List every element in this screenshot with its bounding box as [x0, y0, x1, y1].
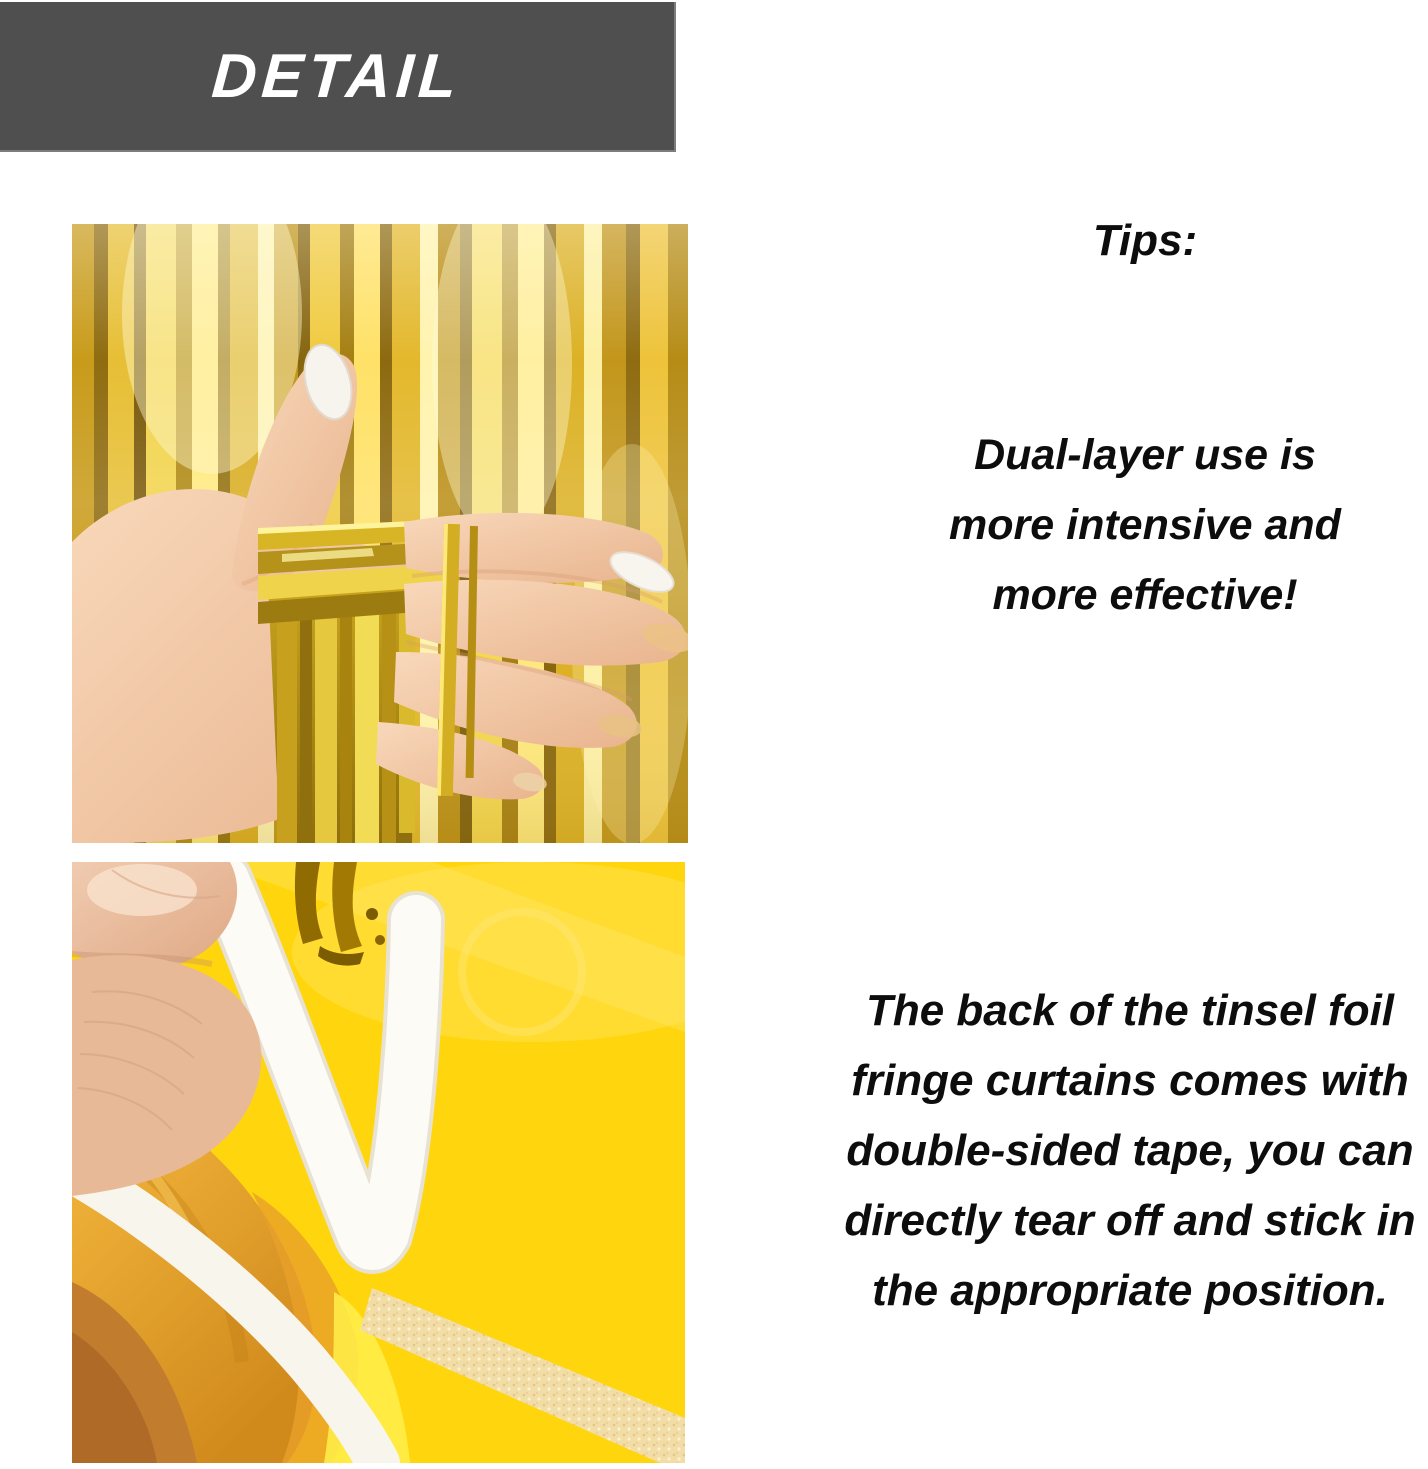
tips-heading: Tips:: [1092, 216, 1198, 265]
tips-text-block: [860, 420, 1428, 630]
description-line: fringe curtains comes with: [851, 1056, 1409, 1105]
description-line: directly tear off and stick in: [844, 1196, 1416, 1245]
gold-curtain-illustration: [72, 224, 688, 843]
description-text-block: [824, 976, 1428, 1326]
description-line: double-sided tape, you can: [846, 1126, 1414, 1175]
tips-line: more intensive and: [949, 501, 1341, 549]
tips-line: more effective!: [992, 571, 1298, 619]
photo-double-sided-tape: [72, 862, 685, 1463]
tips-line: Dual-layer use is: [974, 431, 1316, 479]
description-line: The back of the tinsel foil: [865, 986, 1395, 1035]
photo-gold-fringe-curtain: [72, 224, 688, 843]
detail-banner: [0, 2, 676, 152]
detail-banner-title: DETAIL: [209, 41, 465, 111]
tape-peeling-illustration: [72, 862, 685, 1463]
description-line: the appropriate position.: [872, 1266, 1388, 1315]
